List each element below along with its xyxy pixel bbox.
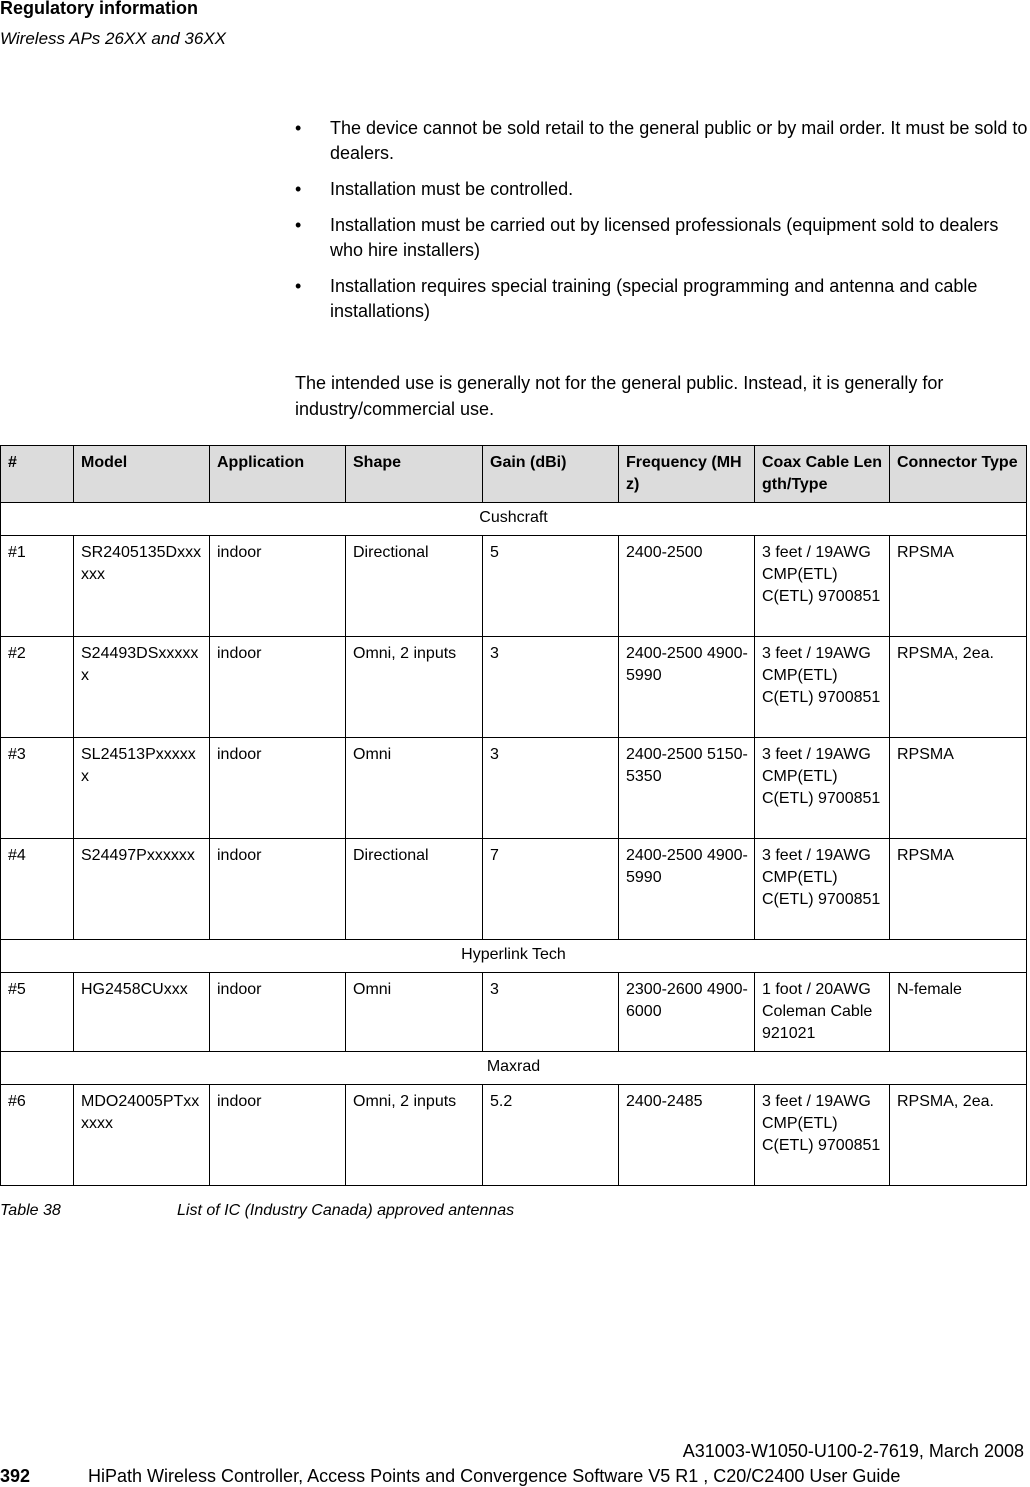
table-caption-text: List of IC (Industry Canada) approved antennas xyxy=(177,1202,515,1219)
table-row: #5 HG2458CUxxx indoor Omni 3 2300-2600 4900-6000 1 foot / 20AWG Coleman Cable 921021 N-female xyxy=(1,973,1027,1052)
col-header-application: Application xyxy=(210,446,346,503)
table-caption xyxy=(0,1202,514,1220)
list-item: • Installation must be carried out by licensed professionals (equipment sold to dealers who hire installers) xyxy=(295,215,999,260)
guide-title: HiPath Wireless Controller, Access Points and Convergence Software V5 R1 , C20/C2400 User Guide xyxy=(88,1466,901,1486)
table-header-row xyxy=(1,446,1027,503)
list-item: • Installation requires special training (special programming and antenna and cable installations) xyxy=(295,276,978,321)
col-header-model: Model xyxy=(74,446,210,503)
bullet-icon: • xyxy=(295,118,302,138)
table-row: #3 SL24513Pxxxxxx indoor Omni 3 2400-2500 5150-5350 3 feet / 19AWG CMP(ETL) C(ETL) 9700851 RPSMA xyxy=(1,738,1027,839)
bullet-icon: • xyxy=(295,276,302,296)
intended-use-paragraph: The intended use is generally not for the general public. Instead, it is generally for industry/commercial use. xyxy=(295,373,944,419)
col-header-shape: Shape xyxy=(346,446,483,503)
table-row: #2 S24493DSxxxxxx indoor Omni, 2 inputs 3 2400-2500 4900-5990 3 feet / 19AWG CMP(ETL) C(ETL) 9700851 RPSMA, 2ea. xyxy=(1,637,1027,738)
col-header-connector: Connector Type xyxy=(890,446,1027,503)
bullet-icon: • xyxy=(295,215,302,235)
group-row-maxrad: Maxrad xyxy=(1,1052,1027,1085)
section-subtitle: Wireless APs 26XX and 36XX xyxy=(0,29,226,48)
doc-id: A31003-W1050-U100-2-7619, March 2008 xyxy=(682,1441,1024,1461)
section-title: Regulatory information xyxy=(0,0,199,18)
list-item: • The device cannot be sold retail to the general public or by mail order. It must be sold to dealers. xyxy=(295,118,1028,163)
bullet-icon: • xyxy=(295,179,302,199)
table-row: #1 SR2405135Dxxxxxx indoor Directional 5 2400-2500 3 feet / 19AWG CMP(ETL) C(ETL) 9700851 RPSMA xyxy=(1,536,1027,637)
table-number: Table 38 xyxy=(0,1202,61,1219)
list-item: • Installation must be controlled. xyxy=(295,177,1030,202)
requirements-list xyxy=(295,116,1030,335)
col-header-gain: Gain (dBi) xyxy=(483,446,619,503)
table-row: #4 S24497Pxxxxxx indoor Directional 7 2400-2500 4900-5990 3 feet / 19AWG CMP(ETL) C(ETL) 9700851 RPSMA xyxy=(1,839,1027,940)
page-number: 392 xyxy=(0,1466,31,1486)
table-row: #6 MDO24005PTxxxxxx indoor Omni, 2 inputs 5.2 2400-2485 3 feet / 19AWG CMP(ETL) C(ETL) 9700851 RPSMA, 2ea. xyxy=(1,1085,1027,1186)
approved-antennas-table xyxy=(0,445,1027,1186)
page-footer xyxy=(0,1466,900,1487)
col-header-number: # xyxy=(1,446,74,503)
col-header-frequency: Frequency (MHz) xyxy=(619,446,755,503)
col-header-coax: Coax Cable Length/Type xyxy=(755,446,890,503)
group-row-cushcraft: Cushcraft xyxy=(1,503,1027,536)
group-row-hyperlink-tech: Hyperlink Tech xyxy=(1,940,1027,973)
